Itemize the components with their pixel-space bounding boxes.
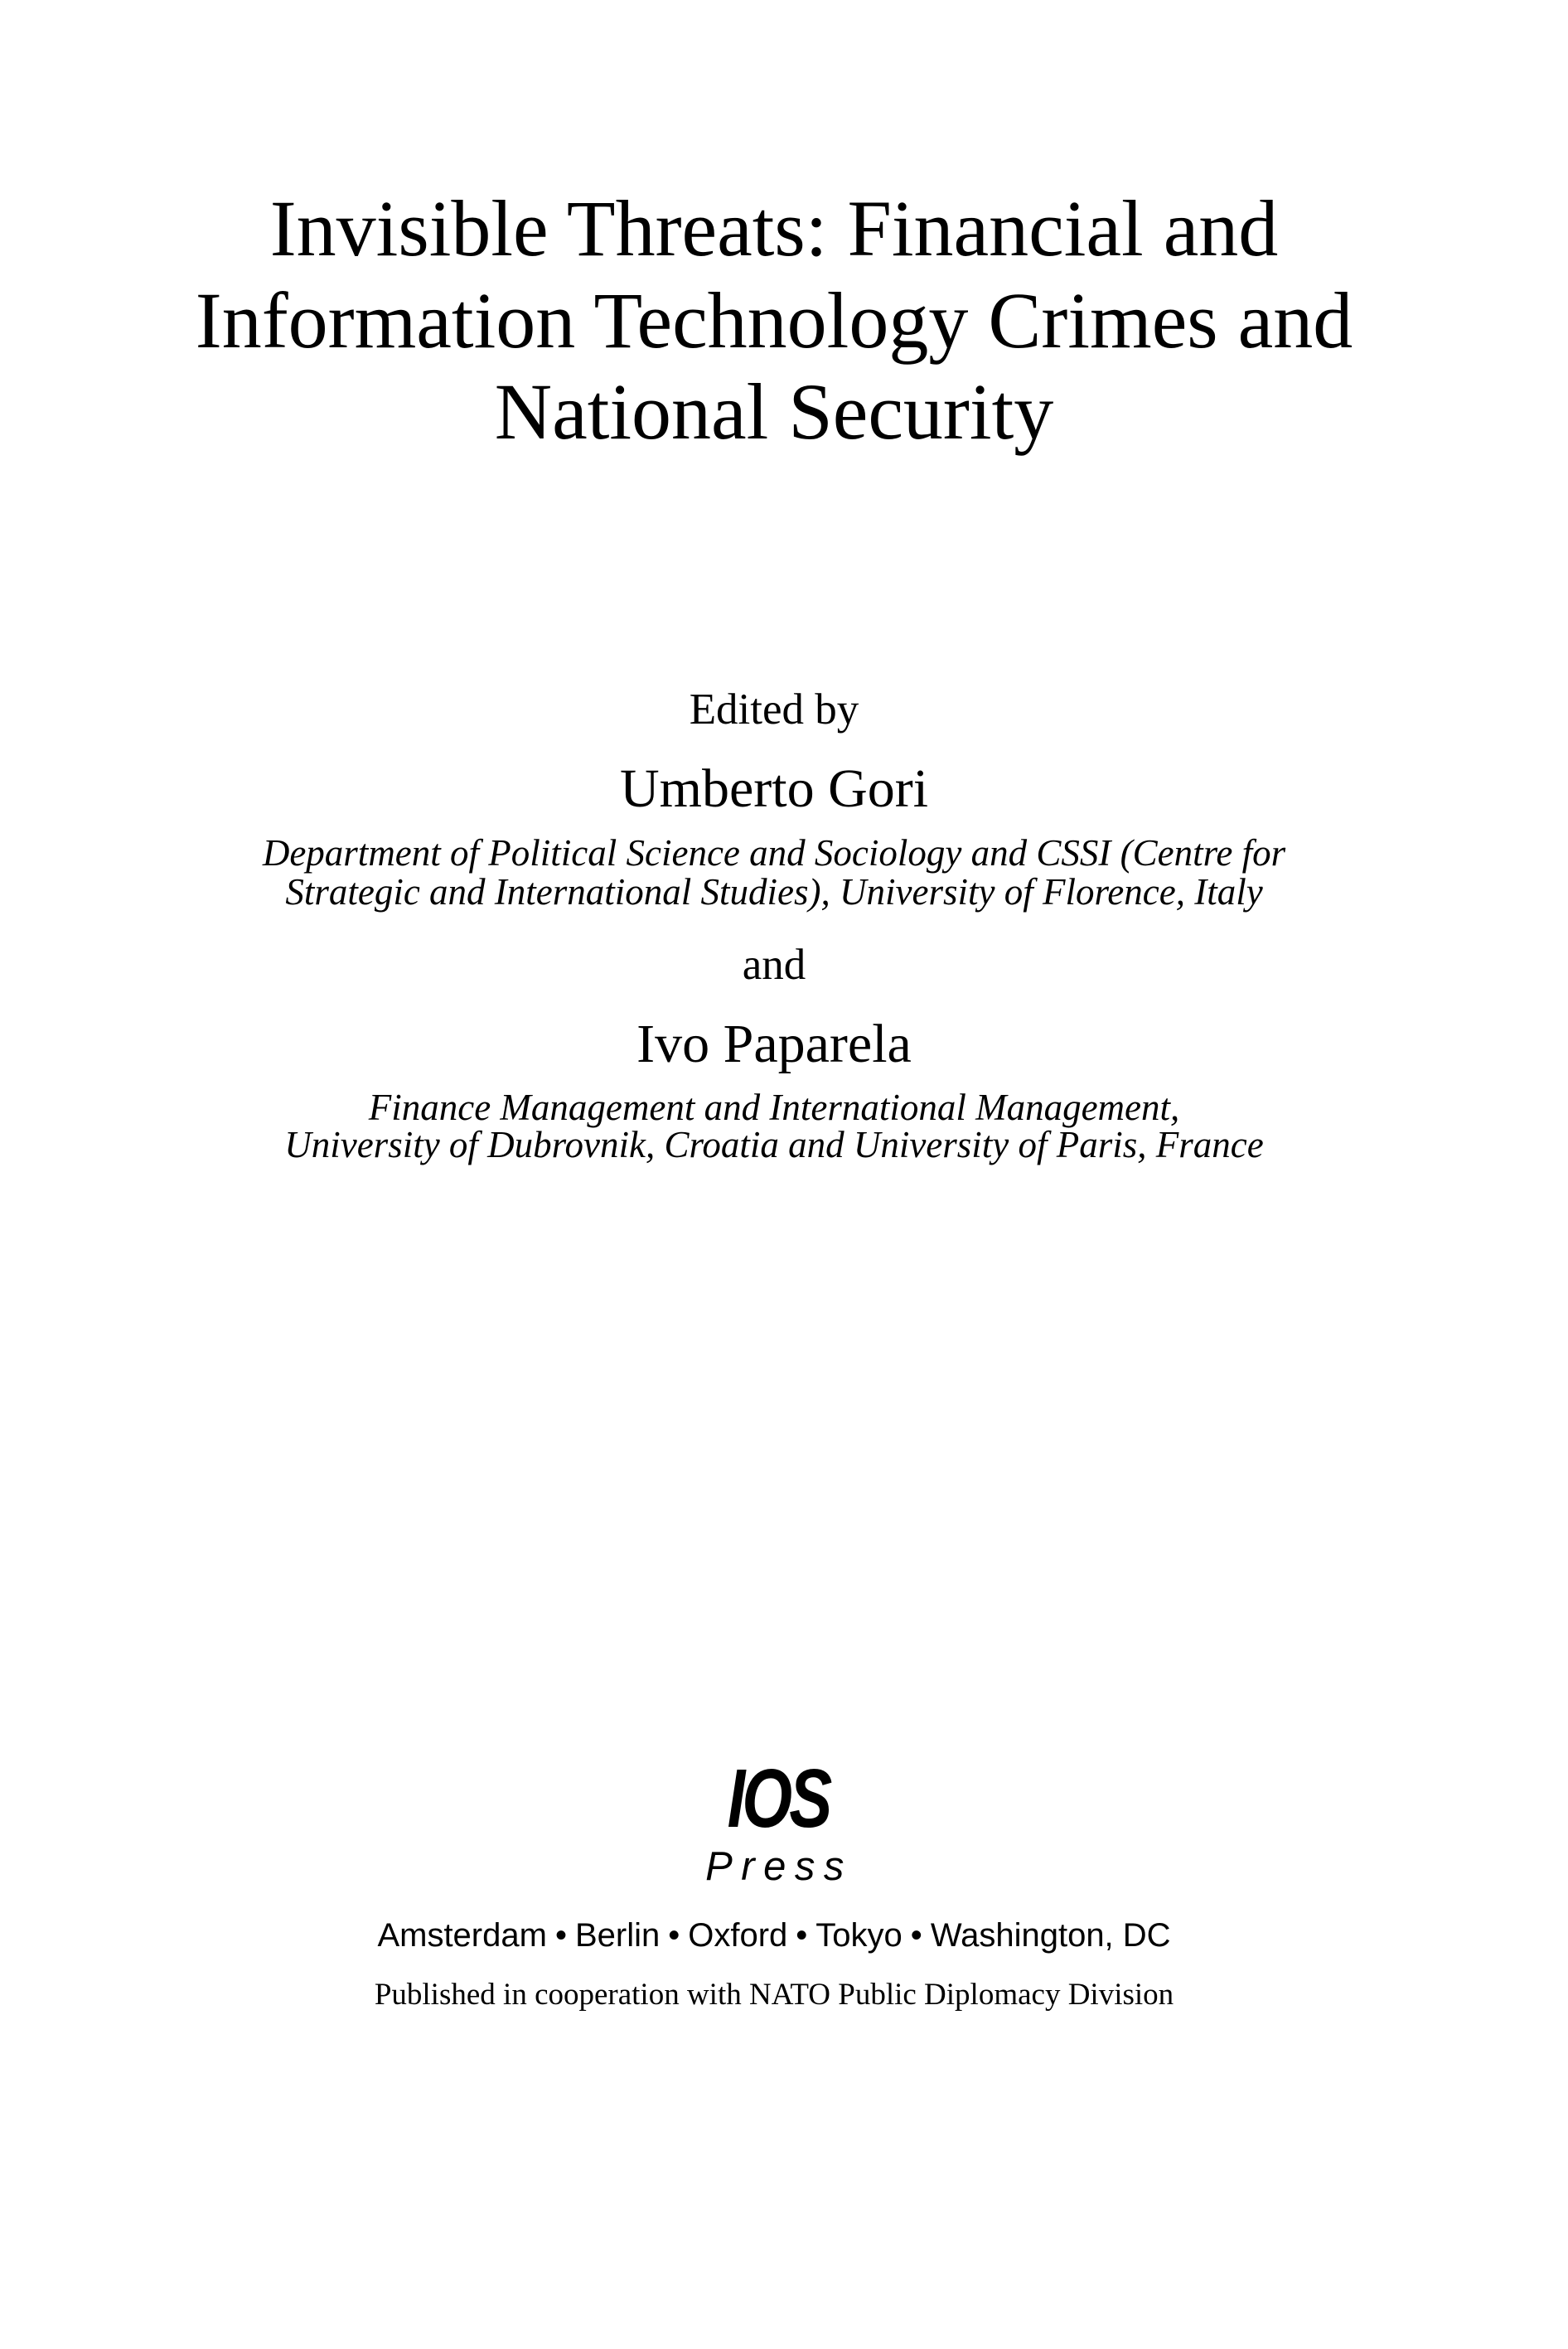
- city: Oxford: [688, 1917, 788, 1954]
- editors-conjunction: and: [742, 941, 806, 989]
- edited-by-label: Edited by: [689, 685, 859, 734]
- book-title-line-3: National Security: [494, 367, 1054, 456]
- editor-name: Umberto Gori: [619, 758, 929, 819]
- publisher-cities: [0, 1919, 1548, 1952]
- city: Washington, DC: [930, 1917, 1171, 1954]
- book-title-line-2: Information Technology Crimes and: [195, 276, 1353, 365]
- publisher-logo-mark: IOS: [727, 1752, 830, 1845]
- bullet-separator-icon: •: [796, 1917, 808, 1954]
- bullet-separator-icon: •: [554, 1917, 567, 1954]
- book-title-line-1: Invisible Threats: Financial and: [269, 184, 1279, 273]
- city: Amsterdam: [377, 1917, 547, 1954]
- bullet-separator-icon: •: [910, 1917, 922, 1954]
- publisher-logo-word: Press: [705, 1844, 853, 1889]
- bullet-separator-icon: •: [668, 1917, 680, 1954]
- city: Berlin: [574, 1917, 661, 1954]
- editor-affiliation-line: Finance Management and International Management,: [368, 1087, 1180, 1128]
- cooperation-note: Published in cooperation with NATO Public Diplomacy Division: [374, 1978, 1174, 2012]
- editor-affiliation-line: Department of Political Science and Sociology and CSSI (Centre for: [262, 832, 1286, 874]
- editor-affiliation-line: University of Dubrovnik, Croatia and University of Paris, France: [284, 1124, 1264, 1165]
- editor-affiliation-line: Strategic and International Studies), University of Florence, Italy: [285, 871, 1263, 913]
- editor-name: Ivo Paparela: [636, 1014, 912, 1074]
- publisher-logo: [0, 1752, 1548, 1898]
- city: Tokyo: [815, 1917, 903, 1954]
